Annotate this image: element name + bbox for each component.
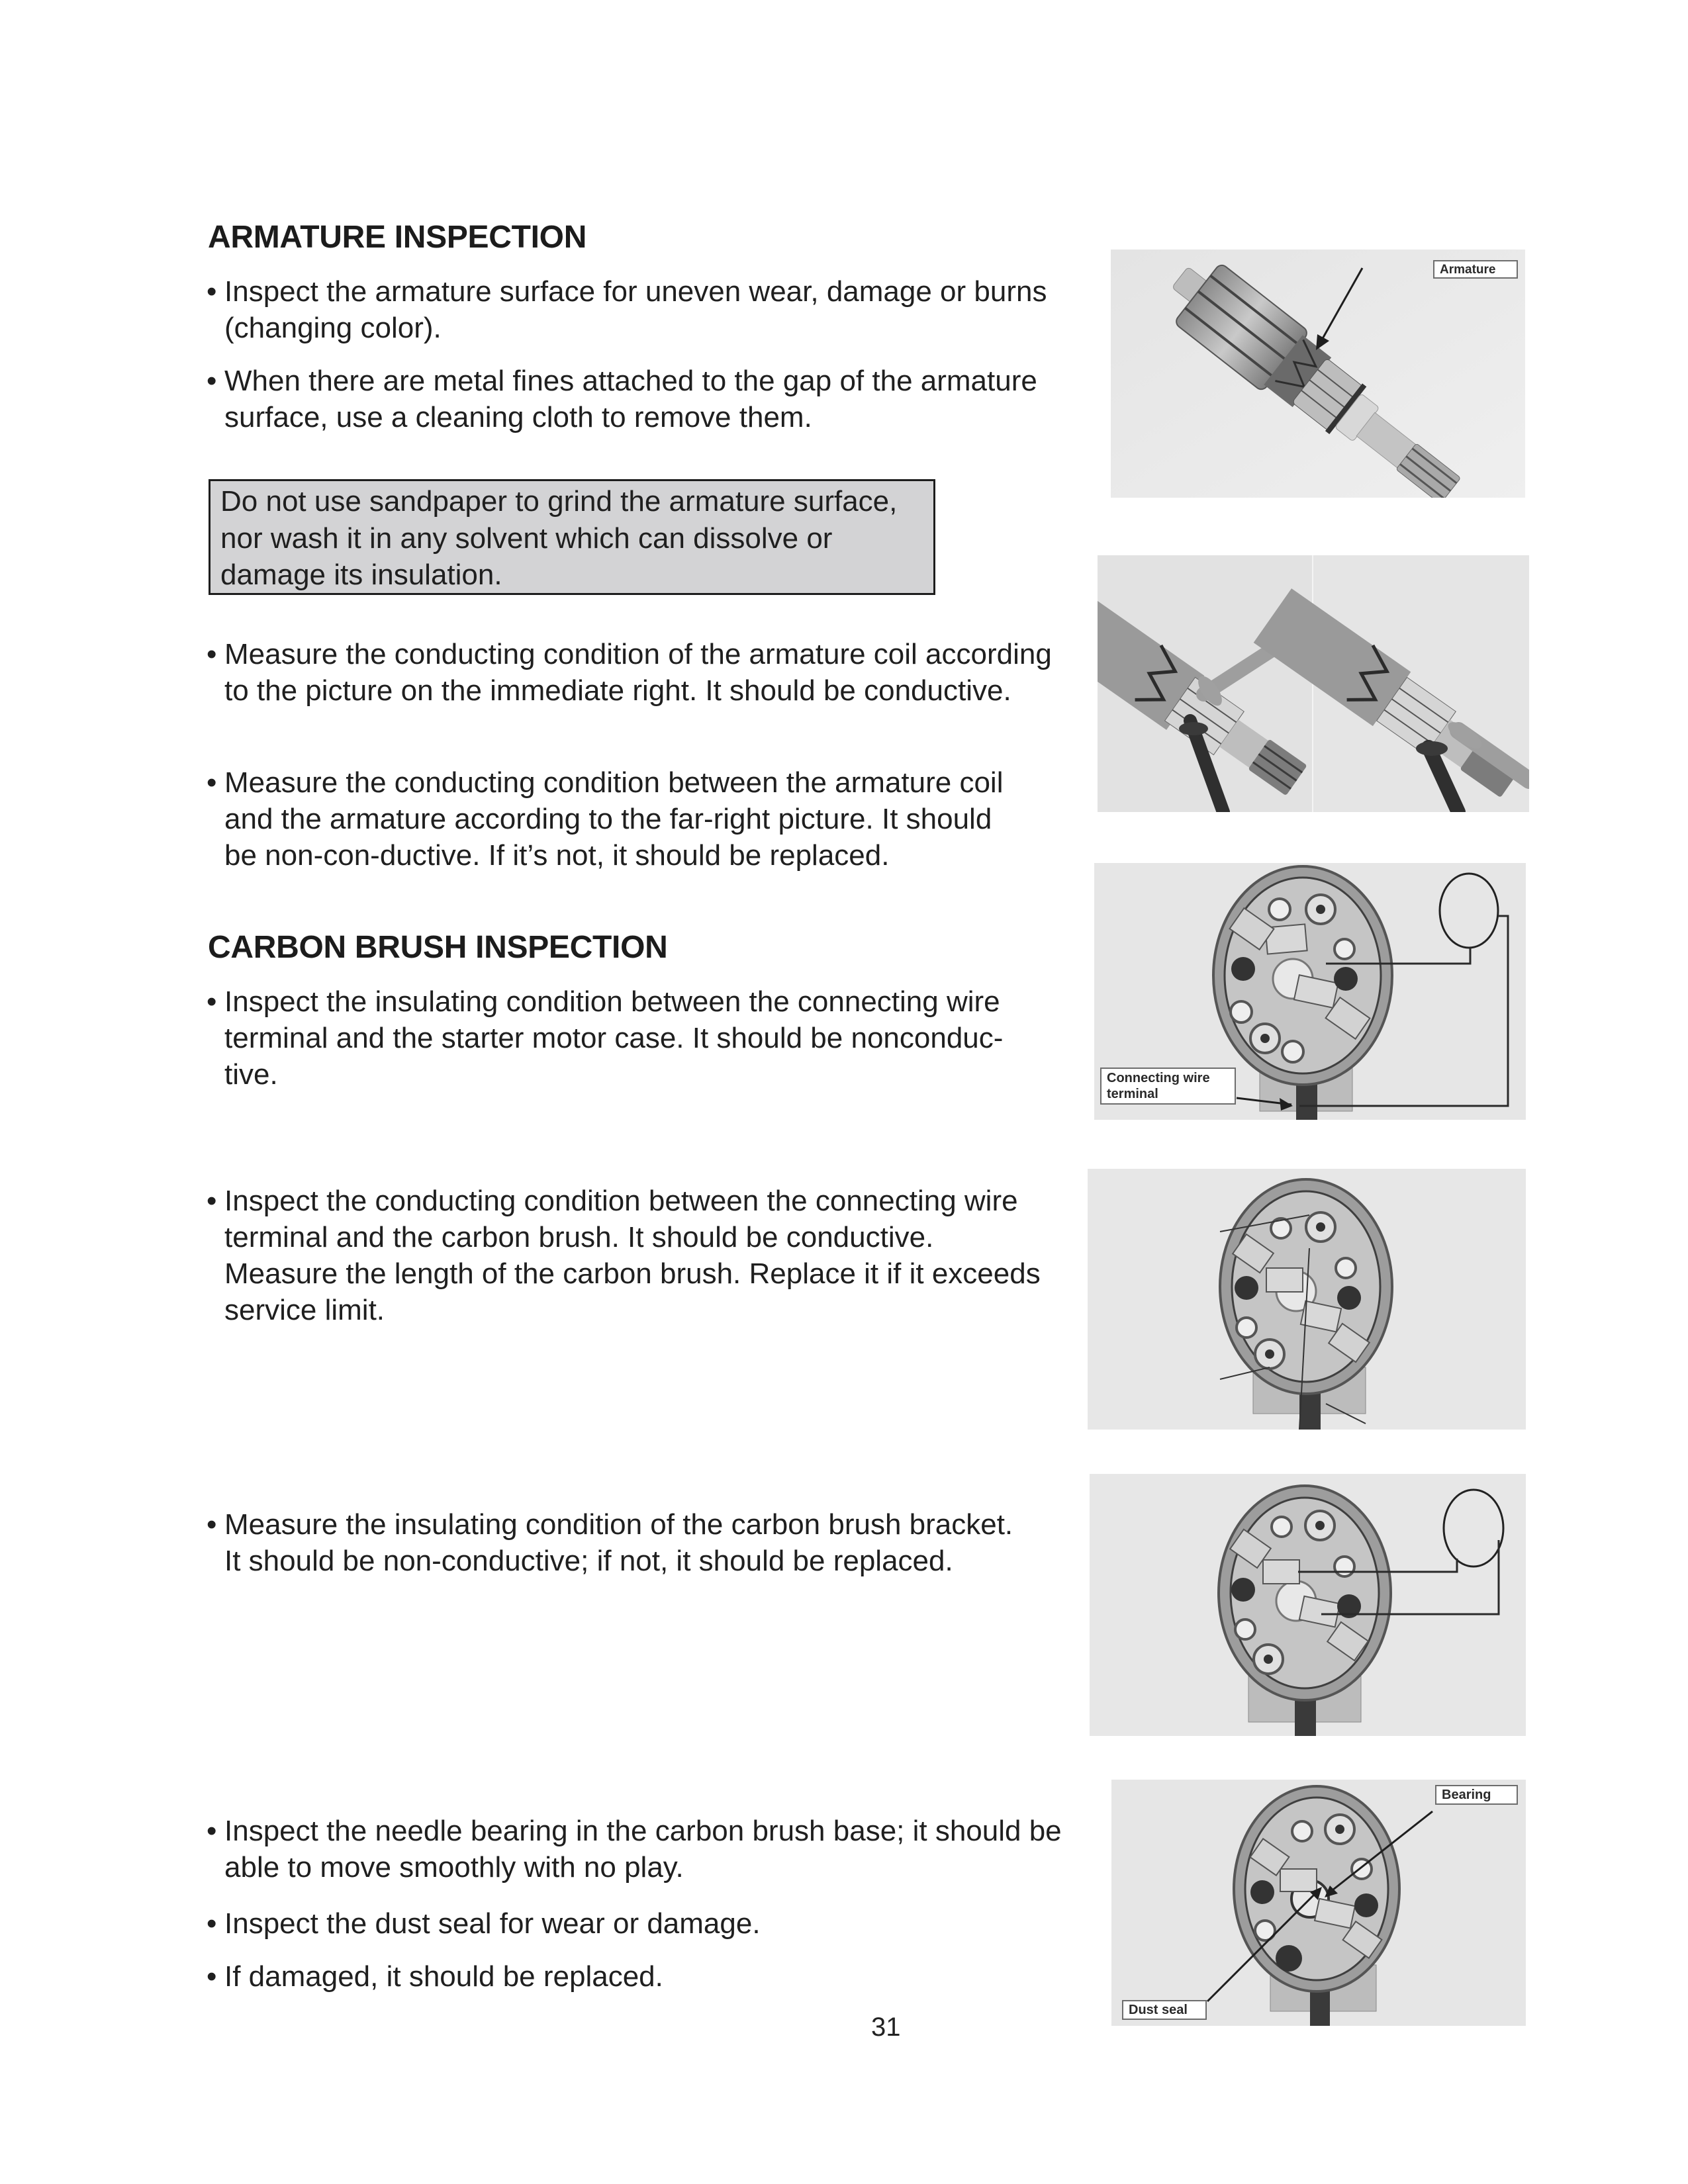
callout-dust-seal: Dust seal — [1122, 2000, 1207, 2020]
bullet-text-line: Inspect the dust seal for wear or damage. — [224, 1907, 761, 1940]
brush-holder-illustration — [1111, 1780, 1526, 2026]
carbon-brush-bullet-4 — [201, 1813, 1062, 1886]
coil-test-left-panel — [1098, 555, 1316, 812]
bullet-text-line: Inspect the insulating condition between the connecting wire — [224, 985, 1000, 1018]
armature-bullet-2 — [201, 363, 1037, 435]
bullet-icon: • — [207, 1815, 217, 1847]
bullet-text-line: be non-con-ductive. If it’s not, it should be replaced. — [224, 839, 890, 872]
callout-line: terminal — [1107, 1087, 1158, 1101]
bullet-text-line: Inspect the needle bearing in the carbon brush base; it should be — [224, 1815, 1062, 1847]
bullet-text-line: and the armature according to the far-right picture. It should — [224, 803, 992, 835]
bullet-icon: • — [207, 365, 217, 397]
carbon-brush-bullet-6 — [201, 1958, 663, 1995]
bullet-icon: • — [207, 275, 217, 308]
coil-test-photos — [1098, 555, 1529, 812]
bullet-text-line: terminal and the carbon brush. It should be conductive. — [224, 1221, 934, 1253]
bullet-text-line: service limit. — [224, 1294, 385, 1326]
note-text-line: damage its insulation. — [220, 559, 502, 591]
bullet-icon: • — [207, 1960, 217, 1993]
armature-illustration — [1111, 250, 1525, 498]
bullet-text-line: Measure the length of the carbon brush. Replace it if it exceeds — [224, 1257, 1041, 1290]
bullet-text-line: able to move smoothly with no play. — [224, 1851, 684, 1884]
bullet-text-line: to the picture on the immediate right. It should be conductive. — [224, 674, 1011, 707]
bullet-text-line: If damaged, it should be replaced. — [224, 1960, 663, 1993]
bullet-icon: • — [207, 985, 217, 1018]
bullet-text-line: Measure the conducting condition of the armature coil according — [224, 638, 1052, 670]
brush-holder-illustration — [1090, 1474, 1526, 1736]
callout-armature: Armature — [1433, 260, 1518, 279]
callout-line: Connecting wire — [1107, 1071, 1210, 1085]
callout-bearing: Bearing — [1435, 1785, 1518, 1805]
brush-conductivity-photo — [1088, 1169, 1526, 1430]
bullet-text-line: Measure the conducting condition between the armature coil — [224, 766, 1004, 799]
bullet-text-line: Inspect the armature surface for uneven wear, damage or burns — [224, 275, 1047, 308]
section-heading-armature-inspection: ARMATURE INSPECTION — [208, 220, 587, 255]
bullet-icon: • — [207, 1907, 217, 1940]
bearing-dust-seal-photo — [1111, 1780, 1526, 2026]
bullet-text-line: tive. — [224, 1058, 278, 1091]
brush-holder-illustration — [1088, 1169, 1526, 1430]
bracket-insulation-photo — [1090, 1474, 1526, 1736]
carbon-brush-bullet-2 — [201, 1183, 1041, 1328]
bullet-icon: • — [207, 1508, 217, 1541]
bullet-text-line: terminal and the starter motor case. It should be nonconduc- — [224, 1022, 1004, 1054]
callout-connecting-wire-terminal — [1100, 1068, 1236, 1105]
bullet-text-line: Inspect the conducting condition between the connecting wire — [224, 1185, 1018, 1217]
terminal-insulation-photo — [1094, 863, 1526, 1120]
section-heading-carbon-brush-inspection: CARBON BRUSH INSPECTION — [208, 930, 668, 965]
coil-test-illustration — [1098, 555, 1529, 812]
bullet-icon: • — [207, 638, 217, 670]
note-text-line: Do not use sandpaper to grind the armature surface, — [220, 485, 898, 518]
carbon-brush-bullet-5 — [201, 1905, 761, 1942]
caution-note-box — [209, 479, 935, 595]
bullet-text-line: It should be non-conductive; if not, it should be replaced. — [224, 1545, 953, 1577]
page-number: 31 — [871, 2013, 901, 2042]
bullet-icon: • — [207, 766, 217, 799]
carbon-brush-bullet-3 — [201, 1506, 1013, 1579]
armature-bullet-4 — [201, 764, 1003, 874]
carbon-brush-bullet-1 — [201, 983, 1003, 1093]
armature-photo — [1111, 250, 1525, 498]
bullet-text-line: When there are metal fines attached to the gap of the armature — [224, 365, 1037, 397]
armature-bullet-1 — [201, 273, 1047, 346]
bullet-icon: • — [207, 1185, 217, 1217]
note-text-line: nor wash it in any solvent which can dissolve or — [220, 522, 833, 555]
bullet-text-line: surface, use a cleaning cloth to remove them. — [224, 401, 812, 433]
bullet-text-line: (changing color). — [224, 312, 442, 344]
armature-bullet-3 — [201, 636, 1052, 709]
bullet-text-line: Measure the insulating condition of the carbon brush bracket. — [224, 1508, 1013, 1541]
